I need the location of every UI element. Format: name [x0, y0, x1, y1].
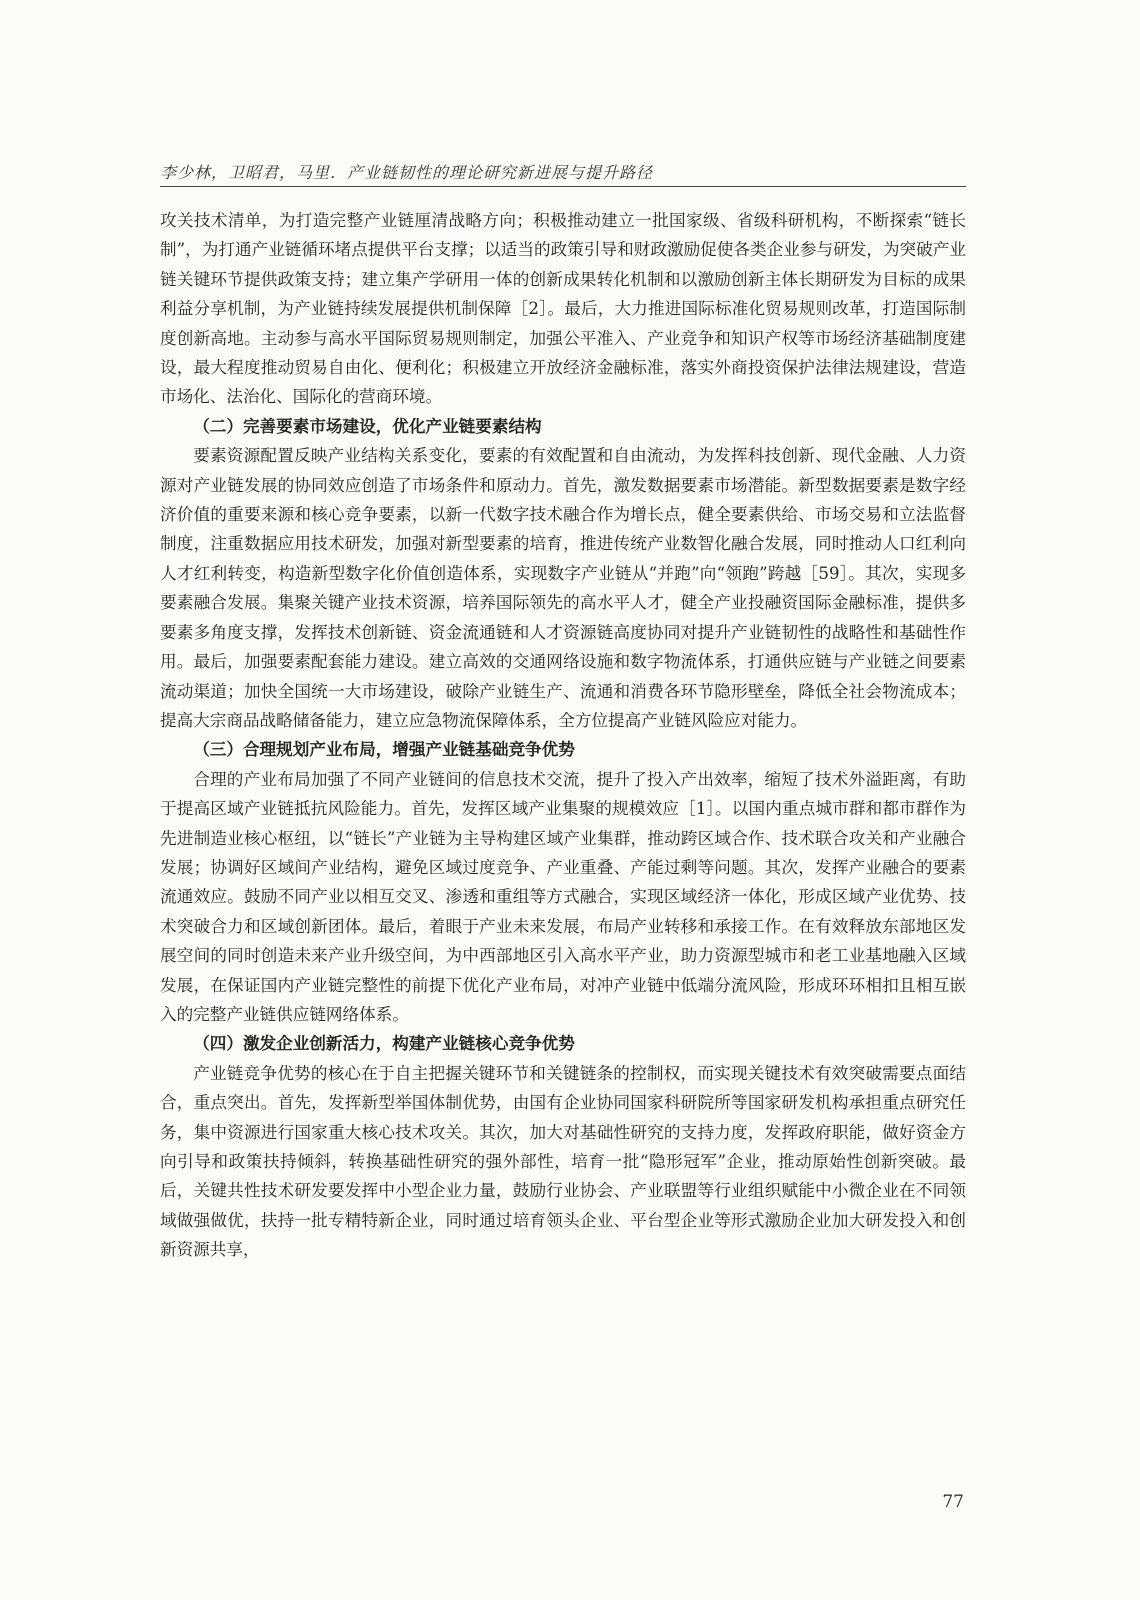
section-heading-3: （三）合理规划产业布局，增强产业链基础竞争优势 [193, 740, 575, 760]
paragraph: 要素资源配置反映产业结构关系变化，要素的有效配置和自由流动，为发挥科技创新、现代金融、人力资源对产业链发展的协同效应创造了市场条件和原动力。首先，激发数据要素市场潜能。新型数据要素是数字经济价值的重要来源和核心竞争要素，以新一代数字技术融合作为增长点，健全要素供给、市场交易和立法监督制度，注重数据应用技术研发，加强对新型要素的培育，推进传统产业数智化融合发展，同时推动人口红利向人才红利转变，构造新型数字化价值创造体系，实现数字产业链从“并跑”向“领跑”跨越［59］。其次，实现多要素融合发展。集聚关键产业技术资源，培养国际领先的高水平人才，健全产业投融资国际金融标准，提供多要素多角度支撑，发挥技术创新链、资金流通链和人才资源链高度协同对提升产业链韧性的战略性和基础性作用。最后，加强要素配套能力建设。建立高效的交通网络设施和数字物流体系，打通供应链与产业链之间要素流动渠道；加快全国统一大市场建设，破除产业链生产、流通和消费各环节隐形壁垒，降低全社会物流成本；提高大宗商品战略储备能力，建立应急物流保障体系，全方位提高产业链风险应对能力。 [160, 446, 966, 730]
article-body [160, 206, 966, 1265]
page-number: 77 [942, 1492, 964, 1512]
paragraph: 合理的产业布局加强了不同产业链间的信息技术交流，提升了投入产出效率，缩短了技术外溢距离，有助于提高区域产业链抵抗风险能力。首先，发挥区域产业集聚的规模效应［1］。以国内重点城市群和都市群作为先进制造业核心枢纽，以“链长”产业链为主导构建区域产业集群，推动跨区域合作、技术联合攻关和产业融合发展；协调好区域间产业结构，避免区域过度竞争、产业重叠、产能过剩等问题。其次，发挥产业融合的要素流通效应。鼓励不同产业以相互交叉、渗透和重组等方式融合，实现区域经济一体化，形成区域产业优势、技术突破合力和区域创新团体。最后，着眼于产业未来发展，布局产业转移和承接工作。在有效释放东部地区发展空间的同时创造未来产业升级空间，为中西部地区引入高水平产业，助力资源型城市和老工业基地融入区域发展，在保证国内产业链完整性的前提下优化产业布局，对冲产业链中低端分流风险，形成环环相扣且相互嵌入的完整产业链供应链网络体系。 [160, 769, 966, 1024]
running-head: 李少林，卫昭君，马里．产业链韧性的理论研究新进展与提升路径 [160, 163, 654, 182]
header-rule [160, 186, 966, 187]
paragraph-continued: 攻关技术清单，为打造完整产业链厘清战略方向；积极推动建立一批国家级、省级科研机构，不断探索“链长制”，为打通产业链循环堵点提供平台支撑；以适当的政策引导和财政激励促使各类企业参与研发，为突破产业链关键环节提供政策支持；建立集产学研用一体的创新成果转化机制和以激励创新主体长期研发为目标的成果利益分享机制，为产业链持续发展提供机制保障［2］。最后，大力推进国际标准化贸易规则改革，打造国际制度创新高地。主动参与高水平国际贸易规则制定，加强公平准入、产业竞争和知识产权等市场经济基础制度建设，最大程度推动贸易自由化、便利化；积极建立开放经济金融标准，落实外商投资保护法律法规建设，营造市场化、法治化、国际化的营商环境。 [160, 211, 966, 407]
section-heading-2: （二）完善要素市场建设，优化产业链要素结构 [193, 416, 542, 436]
section-heading-4: （四）激发企业创新活力，构建产业链核心竞争优势 [193, 1034, 575, 1054]
paragraph: 产业链竞争优势的核心在于自主把握关键环节和关键链条的控制权，而实现关键技术有效突破需要点面结合，重点突出。首先，发挥新型举国体制优势，由国有企业协同国家科研院所等国家研发机构承担重点研究任务，集中资源进行国家重大核心技术攻关。其次，加大对基础性研究的支持力度，发挥政府职能，做好资金方向引导和政策扶持倾斜，转换基础性研究的强外部性，培育一批“隐形冠军”企业，推动原始性创新突破。最后，关键共性技术研发要发挥中小型企业力量，鼓励行业协会、产业联盟等行业组织赋能中小微企业在不同领域做强做优，扶持一批专精特新企业，同时通过培育领头企业、平台型企业等形式激励企业加大研发投入和创新资源共享， [160, 1063, 966, 1260]
